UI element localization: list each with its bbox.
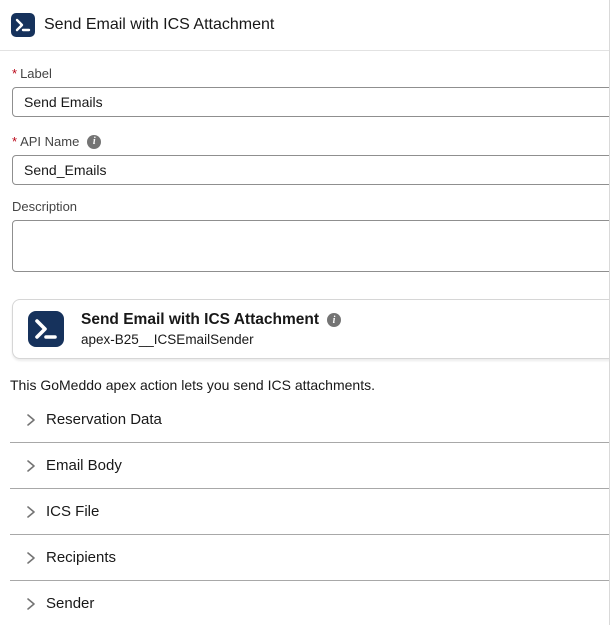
label-field-label: * Label bbox=[12, 66, 52, 81]
section-ics-file[interactable]: ICS File bbox=[0, 489, 610, 534]
apex-action-icon bbox=[28, 311, 64, 347]
info-icon[interactable]: i bbox=[87, 135, 101, 149]
section-email-body[interactable]: Email Body bbox=[0, 443, 610, 488]
required-asterisk: * bbox=[12, 134, 18, 149]
required-asterisk: * bbox=[12, 66, 18, 81]
chevron-right-icon bbox=[24, 459, 38, 473]
apex-action-icon bbox=[11, 13, 35, 37]
parameter-sections bbox=[0, 397, 610, 625]
chevron-right-icon bbox=[24, 413, 38, 427]
api-name-input[interactable] bbox=[12, 155, 610, 185]
panel-header bbox=[0, 0, 610, 51]
api-name-field-label: * API Name i bbox=[12, 134, 610, 149]
action-summary-card bbox=[12, 299, 610, 359]
action-form bbox=[0, 51, 610, 272]
section-reservation-data[interactable]: Reservation Data bbox=[0, 397, 610, 442]
panel-title: Send Email with ICS Attachment bbox=[44, 16, 275, 33]
info-icon[interactable]: i bbox=[327, 313, 341, 327]
section-recipients[interactable]: Recipients bbox=[0, 535, 610, 580]
chevron-right-icon bbox=[24, 551, 38, 565]
action-api-name: apex-B25__ICSEmailSender bbox=[81, 332, 254, 347]
action-title: Send Email with ICS Attachment bbox=[81, 311, 319, 328]
chevron-right-icon bbox=[24, 597, 38, 611]
description-field-label: Description bbox=[12, 199, 78, 214]
label-input[interactable] bbox=[12, 87, 610, 117]
chevron-right-icon bbox=[24, 505, 38, 519]
section-sender[interactable]: Sender bbox=[0, 581, 610, 625]
helper-text: This GoMeddo apex action lets you send ICS attachments. bbox=[10, 377, 375, 393]
description-input[interactable] bbox=[12, 220, 610, 272]
